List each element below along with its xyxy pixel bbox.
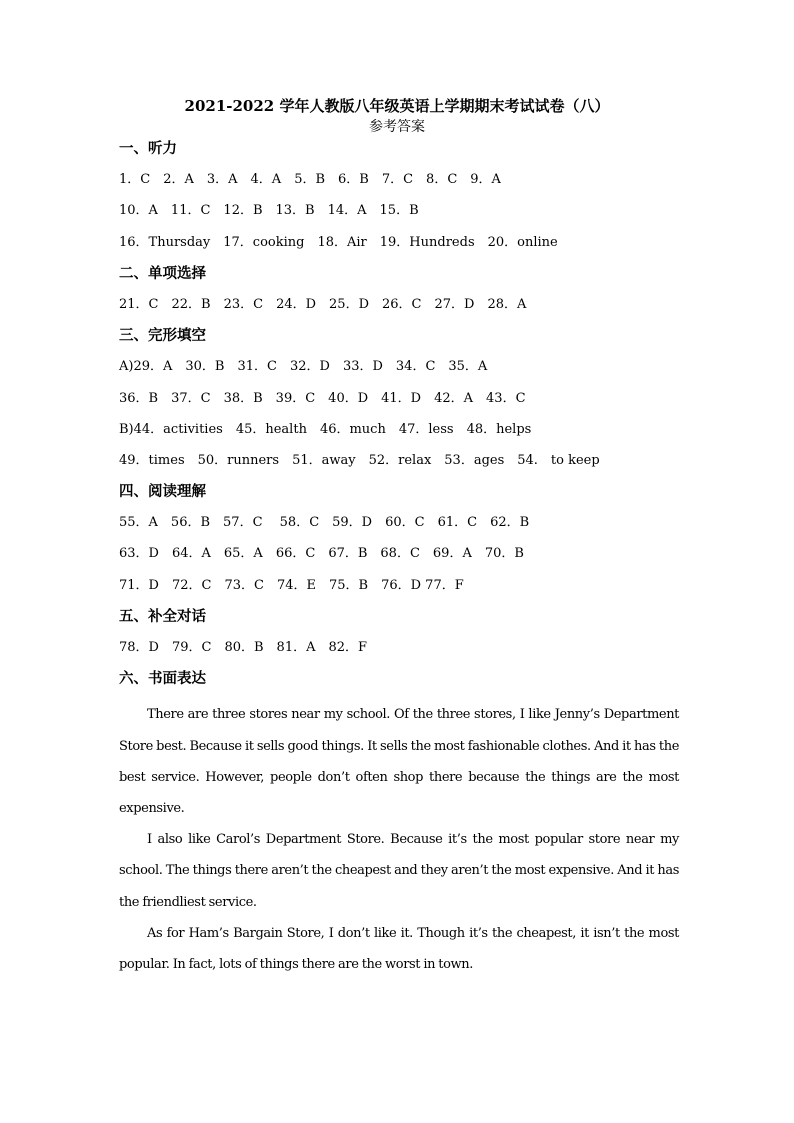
document-title: 2021-2022 学年人教版八年级英语上学期期末考试试卷（八） <box>184 97 610 115</box>
answer-line: A)29．A 30．B 31．C 32．D 33．D 34．C 35．A <box>119 359 488 375</box>
section-heading-reading: 四、阅读理解 <box>119 483 206 501</box>
answer-line: 49．times 50．runners 51．away 52．relax 53．ages 54. to keep <box>119 452 600 468</box>
section-heading-dialogue: 五、补全对话 <box>119 607 206 625</box>
answer-line: 36．B 37．C 38．B 39．C 40．D 41．D 42．A 43．C <box>119 390 526 406</box>
essay-paragraph: As for Ham’s Bargain Store, I don’t like it. Though it’s the cheapest, it isn’t the most popular. In fact, lots of things there are the worst in town. <box>119 925 679 972</box>
section-heading-writing: 六、书面表达 <box>119 670 206 688</box>
answer-line: 1．C 2．A 3．A 4．A 5．B 6．B 7．C 8．C 9．A <box>119 172 501 188</box>
answer-line: 21．C 22．B 23．C 24．D 25．D 26．C 27．D 28．A <box>119 296 527 312</box>
answer-line: B)44．activities 45．health 46．much 47．less 48．helps <box>119 421 532 437</box>
section-heading-listening: 一、听力 <box>119 140 177 157</box>
section-heading-single-choice: 二、单项选择 <box>119 264 206 282</box>
answer-line: 55．A 56．B 57．C 58．C 59．D 60．C 61．C 62．B <box>119 515 530 531</box>
answer-line: 10．A 11．C 12．B 13．B 14．A 15．B <box>119 203 419 219</box>
essay-paragraph: I also like Carol’s Department Store. Because it’s the most popular store near my school. The things there aren’t the cheapest and they aren’t the most expensive. And it has the friendliest service. <box>119 832 679 910</box>
answer-line: 16．Thursday 17．cooking 18．Air 19．Hundreds 20．online <box>119 234 558 250</box>
answer-line: 63．D 64．A 65．A 66．C 67．B 68．C 69．A 70．B <box>119 546 524 562</box>
essay-paragraph: There are three stores near my school. Of the three stores, I like Jenny’s Department Store best. Because it sells good things. It sells the most fashionable clothes. And it has the best service. However, people don’t often shop there because the things are the most expensive. <box>119 707 679 816</box>
answer-key <box>119 138 679 980</box>
section-heading-cloze: 三、完形填空 <box>119 327 206 345</box>
document-subtitle: 参考答案 <box>369 119 425 135</box>
answer-line: 78．D 79．C 80．B 81．A 82．F <box>119 640 368 655</box>
answer-line: 71．D 72．C 73．C 74．E 75．B 76．D 77．F <box>119 577 464 593</box>
